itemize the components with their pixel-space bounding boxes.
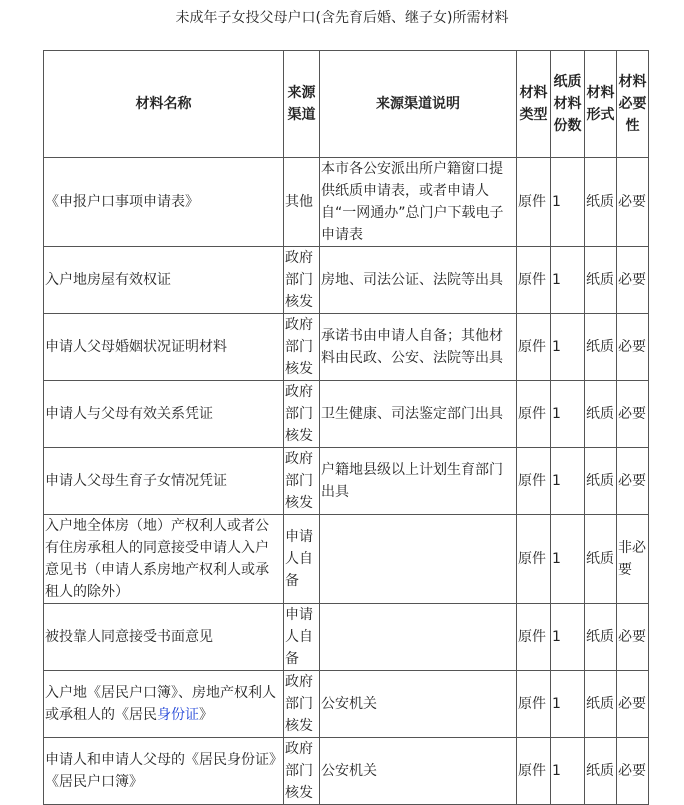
header-paper-copies: 纸质材料份数 [551, 51, 585, 158]
cell-necessity: 必要 [617, 738, 649, 805]
cell-paper-copies: 1 [551, 158, 585, 247]
cell-paper-copies: 1 [551, 604, 585, 671]
table-row [44, 381, 649, 448]
table-row [44, 314, 649, 381]
header-material-form: 材料形式 [585, 51, 617, 158]
cell-necessity: 必要 [617, 671, 649, 738]
materials-table [43, 50, 649, 805]
cell-material-type: 原件 [517, 515, 551, 604]
table-header-row [44, 51, 649, 158]
cell-material-form: 纸质 [585, 247, 617, 314]
page-title: 未成年子女投父母户口(含先育后婚、继子女)所需材料 [175, 10, 509, 26]
cell-material-name: 被投靠人同意接受书面意见 [44, 604, 284, 671]
cell-material-type: 原件 [517, 381, 551, 448]
header-channel-description: 来源渠道说明 [320, 51, 517, 158]
cell-source-channel: 政府部门核发 [284, 671, 320, 738]
cell-source-channel: 政府部门核发 [284, 448, 320, 515]
cell-source-channel: 政府部门核发 [284, 381, 320, 448]
table-row [44, 671, 649, 738]
id-card-link[interactable]: 身份证 [157, 707, 199, 723]
cell-paper-copies: 1 [551, 381, 585, 448]
cell-channel-description: 承诺书由申请人自备；其他材料由民政、公安、法院等出具 [320, 314, 517, 381]
cell-necessity: 必要 [617, 314, 649, 381]
table-row [44, 738, 649, 805]
cell-channel-description: 户籍地县级以上计划生育部门出具 [320, 448, 517, 515]
header-material-name: 材料名称 [44, 51, 284, 158]
cell-material-form: 纸质 [585, 671, 617, 738]
cell-material-type: 原件 [517, 158, 551, 247]
cell-material-form: 纸质 [585, 515, 617, 604]
cell-material-form: 纸质 [585, 381, 617, 448]
cell-material-name: 申请人与父母有效关系凭证 [44, 381, 284, 448]
cell-material-form: 纸质 [585, 448, 617, 515]
table-row [44, 158, 649, 247]
cell-necessity: 必要 [617, 247, 649, 314]
cell-material-name: 申请人父母生育子女情况凭证 [44, 448, 284, 515]
cell-necessity: 必要 [617, 158, 649, 247]
cell-necessity: 非必要 [617, 515, 649, 604]
cell-source-channel: 申请人自备 [284, 604, 320, 671]
cell-material-type: 原件 [517, 671, 551, 738]
cell-channel-description [320, 604, 517, 671]
cell-channel-description: 卫生健康、司法鉴定部门出具 [320, 381, 517, 448]
cell-source-channel: 申请人自备 [284, 515, 320, 604]
cell-necessity: 必要 [617, 381, 649, 448]
cell-material-name: 入户地房屋有效权证 [44, 247, 284, 314]
cell-material-name: 申请人和申请人父母的《居民身份证》《居民户口簿》 [44, 738, 284, 805]
cell-source-channel: 政府部门核发 [284, 314, 320, 381]
cell-source-channel: 政府部门核发 [284, 247, 320, 314]
cell-necessity: 必要 [617, 604, 649, 671]
cell-material-form: 纸质 [585, 158, 617, 247]
cell-channel-description: 公安机关 [320, 738, 517, 805]
cell-material-name: 《申报户口事项申请表》 [44, 158, 284, 247]
cell-material-name: 入户地全体房（地）产权利人或者公有住房承租人的同意接受申请人入户意见书（申请人系房地产权利人或承租人的除外） [44, 515, 284, 604]
cell-paper-copies: 1 [551, 448, 585, 515]
cell-material-type: 原件 [517, 604, 551, 671]
cell-channel-description: 本市各公安派出所户籍窗口提供纸质申请表，或者申请人自“一网通办”总门户下载电子申请表 [320, 158, 517, 247]
cell-material-name [44, 671, 284, 738]
cell-paper-copies: 1 [551, 738, 585, 805]
cell-material-form: 纸质 [585, 314, 617, 381]
cell-paper-copies: 1 [551, 247, 585, 314]
header-material-type: 材料类型 [517, 51, 551, 158]
cell-material-type: 原件 [517, 448, 551, 515]
cell-source-channel: 其他 [284, 158, 320, 247]
cell-paper-copies: 1 [551, 314, 585, 381]
cell-channel-description: 房地、司法公证、法院等出具 [320, 247, 517, 314]
cell-material-form: 纸质 [585, 604, 617, 671]
table-row [44, 247, 649, 314]
table-row [44, 515, 649, 604]
cell-material-type: 原件 [517, 247, 551, 314]
table-row [44, 448, 649, 515]
header-necessity: 材料必要性 [617, 51, 649, 158]
cell-paper-copies: 1 [551, 515, 585, 604]
cell-paper-copies: 1 [551, 671, 585, 738]
cell-material-type: 原件 [517, 314, 551, 381]
cell-channel-description: 公安机关 [320, 671, 517, 738]
header-source-channel: 来源渠道 [284, 51, 320, 158]
cell-material-form: 纸质 [585, 738, 617, 805]
material-name-text: 入户地《居民户口簿》、房地产权利人或承租人的《居民 [45, 685, 276, 723]
cell-channel-description [320, 515, 517, 604]
cell-material-type: 原件 [517, 738, 551, 805]
table-row [44, 604, 649, 671]
cell-material-name: 申请人父母婚姻状况证明材料 [44, 314, 284, 381]
material-name-suffix: 》 [199, 707, 213, 723]
cell-necessity: 必要 [617, 448, 649, 515]
cell-source-channel: 政府部门核发 [284, 738, 320, 805]
